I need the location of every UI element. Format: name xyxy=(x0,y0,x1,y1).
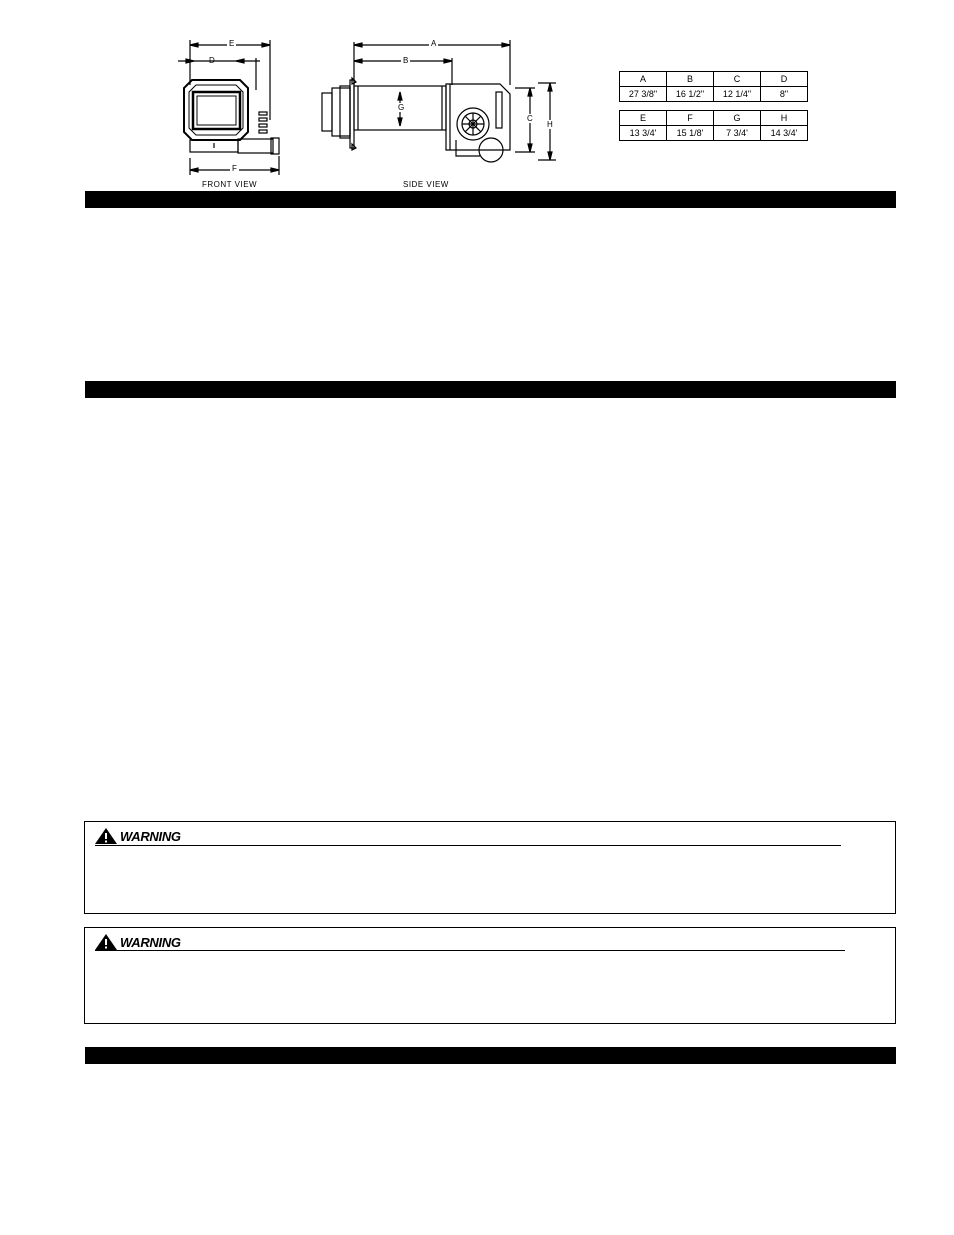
side-view-label: SIDE VIEW xyxy=(403,180,449,189)
table-header-cell: G xyxy=(714,111,761,126)
dim-letter-h: H xyxy=(547,120,553,129)
dimension-drawing-svg xyxy=(160,30,560,195)
dim-letter-a: A xyxy=(431,39,437,48)
dimensions-table-top xyxy=(619,71,808,102)
section-header-bar-2 xyxy=(85,381,896,398)
section-header-bar-3 xyxy=(85,1047,896,1064)
table-header-cell: A xyxy=(620,72,667,87)
table-value-cell: 27 3/8" xyxy=(620,87,667,102)
front-view xyxy=(178,40,279,175)
dim-letter-f: F xyxy=(232,164,237,173)
table-row xyxy=(620,87,808,102)
table-header-cell: F xyxy=(667,111,714,126)
table-header-cell: H xyxy=(761,111,808,126)
front-view-label: FRONT VIEW xyxy=(202,180,258,189)
warning-heading xyxy=(95,828,181,844)
table-value-cell: 7 3/4' xyxy=(714,126,761,141)
table-value-cell: 13 3/4' xyxy=(620,126,667,141)
table-value-cell: 14 3/4' xyxy=(761,126,808,141)
table-row xyxy=(620,72,808,87)
warning-box-1 xyxy=(84,821,896,914)
table-row xyxy=(620,111,808,126)
warning-heading xyxy=(95,934,181,950)
table-value-cell: 12 1/4" xyxy=(714,87,761,102)
table-row xyxy=(620,126,808,141)
dimensions-table-bottom xyxy=(619,110,808,141)
dim-letter-e: E xyxy=(229,39,235,48)
dim-letter-c: C xyxy=(527,114,533,123)
table-header-cell: D xyxy=(761,72,808,87)
warning-rule xyxy=(95,950,845,951)
warning-triangle-icon xyxy=(95,828,117,844)
dim-letter-b: B xyxy=(403,56,409,65)
table-value-cell: 16 1/2" xyxy=(667,87,714,102)
heater-drawing xyxy=(160,30,560,195)
side-view xyxy=(322,40,556,162)
dim-letter-g: G xyxy=(398,103,405,112)
warning-box-2 xyxy=(84,927,896,1024)
table-header-cell: B xyxy=(667,72,714,87)
warning-rule xyxy=(95,845,841,846)
table-value-cell: 15 1/8' xyxy=(667,126,714,141)
dim-letter-d: D xyxy=(209,56,215,65)
table-value-cell: 8" xyxy=(761,87,808,102)
warning-title: WARNING xyxy=(120,828,181,844)
table-header-cell: E xyxy=(620,111,667,126)
warning-triangle-icon xyxy=(95,934,117,950)
section-header-bar-1 xyxy=(85,191,896,208)
table-header-cell: C xyxy=(714,72,761,87)
warning-title: WARNING xyxy=(120,934,181,950)
